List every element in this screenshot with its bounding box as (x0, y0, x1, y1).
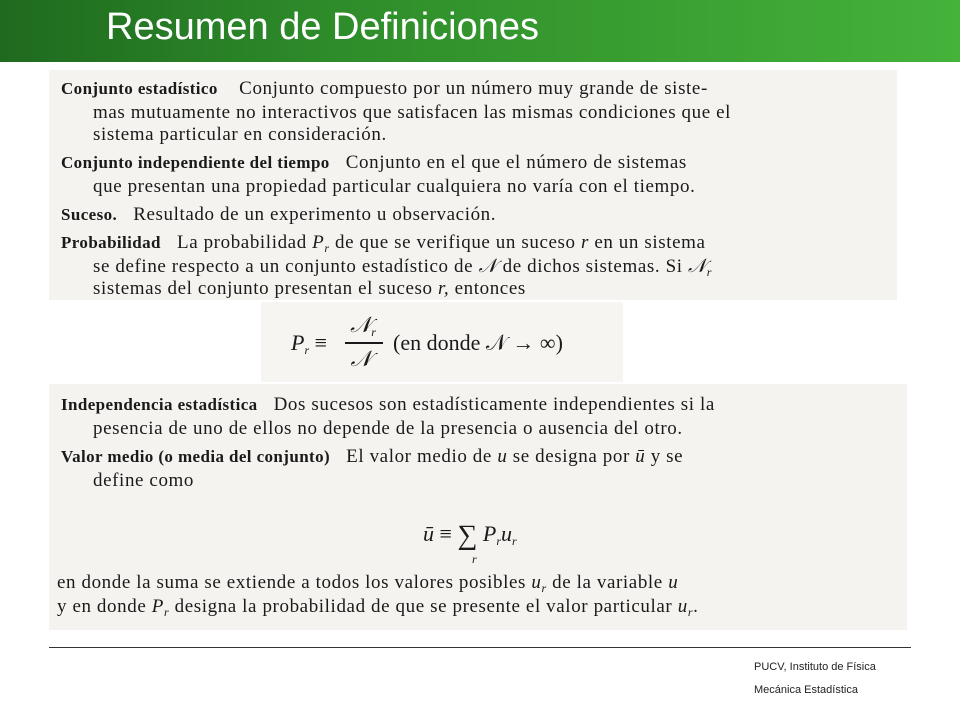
text-line: define como (93, 470, 195, 491)
def-conjunto-independiente: Conjunto independiente del tiempo Conjunto en el que el número de sistemas (61, 152, 687, 173)
fraction-denominator: 𝒩 (350, 346, 372, 371)
footer-course: Mecánica Estadística (754, 684, 858, 696)
text-line: mas mutuamente no interactivos que satisfacen las mismas condiciones que el (93, 102, 732, 123)
slide-title: Resumen de Definiciones (106, 6, 540, 48)
text-line: se define respecto a un conjunto estadístico de 𝒩 de dichos sistemas. Si 𝒩$_r$ (93, 256, 713, 279)
def-conjunto-estadistico: Conjunto estadístico Conjunto compuesto por un número muy grande de siste- (61, 78, 708, 99)
def-independencia: Independencia estadística Dos sucesos son estadísticamente independientes si la (61, 394, 715, 415)
fraction-numerator: 𝒩$_r$ (350, 312, 376, 339)
formula-condition: (en donde 𝒩 → ∞) (393, 330, 563, 355)
def-valor-medio: Valor medio (o media del conjunto) El valor medio de u se designa por ū y se (61, 446, 684, 467)
text-line: que presentan una propiedad particular cualquiera no varía con el tiempo. (93, 176, 696, 197)
title-bar (0, 0, 960, 62)
definitions-scan-bottom (49, 384, 907, 630)
sum-index: r (472, 552, 477, 566)
fraction-bar (345, 342, 383, 344)
text-line: y en donde $P_r$ designa la probabilidad de que se presente el valor particular $u_r$. (57, 596, 699, 619)
def-probabilidad: Probabilidad La probabilidad $P_r$ de que se verifique un suceso r en un sistema (61, 232, 706, 255)
definitions-scan-top (49, 70, 897, 300)
text-line: en donde la suma se extiende a todos los valores posibles $u_r$ de la variable u (57, 572, 679, 595)
text-line: sistemas del conjunto presentan el suceso r, entonces (93, 278, 526, 299)
mean-formula: ū ≡ ∑ $P_ru_r$ (423, 520, 517, 551)
def-suceso: Suceso. Resultado de un experimento u observación. (61, 204, 497, 225)
text-line: sistema particular en consideración. (93, 124, 387, 145)
footer-institution: PUCV, Instituto de Física (754, 661, 876, 673)
footer-divider (49, 647, 911, 648)
probability-formula (261, 302, 623, 382)
text-line: pesencia de uno de ellos no depende de la presencia o ausencia del otro. (93, 418, 683, 439)
formula-lhs: $P_r$ ≡ (291, 330, 328, 357)
